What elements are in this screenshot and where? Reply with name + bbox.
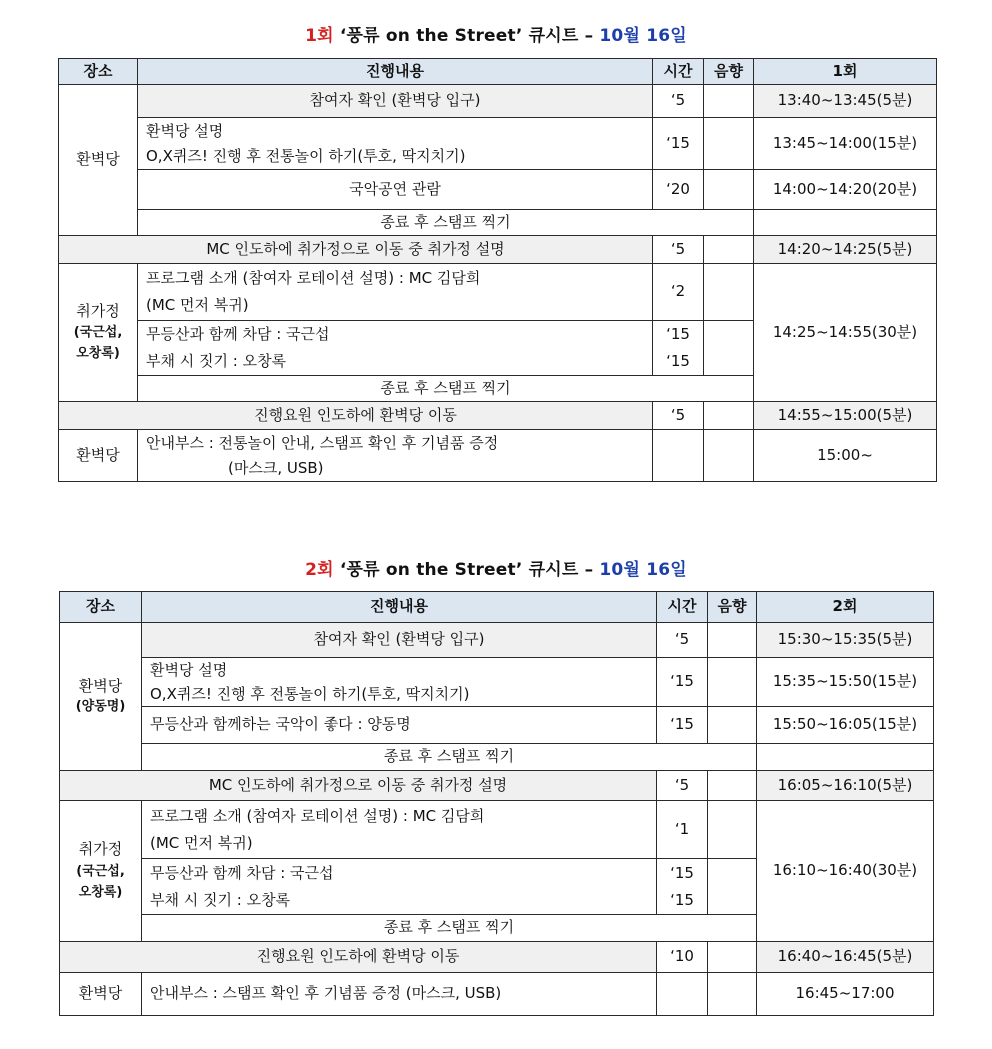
audio-cell — [708, 771, 757, 801]
time-cell — [653, 321, 704, 376]
content-cell: 안내부스 : 스탬프 확인 후 기념품 증정 (마스크, USB) — [142, 973, 657, 1016]
audio-cell — [708, 707, 757, 744]
slot-cell: 14:00~14:20(20분) — [754, 170, 937, 210]
audio-cell — [708, 623, 757, 658]
content-line: 부채 시 짓기 : 오창록 — [150, 890, 291, 909]
slot-cell — [754, 210, 937, 236]
cue-sheet-table — [59, 591, 934, 1016]
place-name: 취가정 — [78, 840, 123, 859]
content-cell: 무등산과 함께하는 국악이 좋다 : 양동명 — [142, 707, 657, 744]
move-row: MC 인도하에 취가정으로 이동 중 취가정 설명 — [60, 771, 657, 801]
time-cell — [657, 859, 708, 915]
content-line: 프로그램 소개 (참여자 로테이션 설명) : MC 김담희 — [150, 806, 485, 825]
audio-cell — [704, 321, 754, 376]
content-line: 무등산과 함께 차담 : 국근섭 — [150, 863, 334, 882]
slot-cell: 14:55~15:00(5분) — [754, 402, 937, 430]
title-date: 10월 16일 — [599, 560, 687, 580]
content-line: O,X퀴즈! 진행 후 전통놀이 하기(투호, 딱지치기) — [150, 685, 470, 703]
stamp-row: 종료 후 스탬프 찍기 — [142, 744, 757, 771]
slot-cell: 16:05~16:10(5분) — [757, 771, 934, 801]
time-cell: ‘5 — [653, 402, 704, 430]
header-round: 1회 — [754, 59, 937, 85]
header-content: 진행내용 — [142, 592, 657, 623]
content-line: 환벽당 설명 — [146, 121, 224, 140]
place-name: 환벽당 — [76, 150, 120, 169]
slot-cell: 15:00~ — [754, 430, 937, 482]
content-line: 프로그램 소개 (참여자 로테이션 설명) : MC 김담희 — [146, 269, 481, 287]
header-round: 2회 — [757, 592, 934, 623]
move-row: MC 인도하에 취가정으로 이동 중 취가정 설명 — [59, 236, 653, 264]
time-cell: ‘1 — [657, 801, 708, 859]
slot-cell: 16:10~16:40(30분) — [757, 801, 934, 942]
audio-cell — [704, 85, 754, 118]
content-cell: 참여자 확인 (환벽당 입구) — [138, 85, 653, 118]
place-cell — [60, 801, 142, 942]
time-line: ‘15 — [666, 352, 690, 370]
slot-cell: 16:40~16:45(5분) — [757, 942, 934, 973]
content-line: O,X퀴즈! 진행 후 전통놀이 하기(투호, 딱지치기) — [146, 146, 466, 165]
title-date: 10월 16일 — [599, 26, 687, 46]
content-cell — [138, 264, 653, 321]
place-cell — [60, 623, 142, 771]
audio-cell — [704, 170, 754, 210]
cue-sheet-table — [58, 58, 937, 482]
audio-cell — [704, 236, 754, 264]
time-cell — [657, 973, 708, 1016]
content-cell — [142, 658, 657, 707]
audio-cell — [704, 118, 754, 170]
header-time: 시간 — [653, 59, 704, 85]
slot-cell: 15:35~15:50(15분) — [757, 658, 934, 707]
content-cell: 참여자 확인 (환벽당 입구) — [142, 623, 657, 658]
time-cell: ‘20 — [653, 170, 704, 210]
slot-cell — [757, 744, 934, 771]
header-audio: 음향 — [704, 59, 754, 85]
place-cell: 환벽당 — [60, 973, 142, 1016]
place-staff: 오창록) — [78, 884, 123, 900]
slot-cell: 15:30~15:35(5분) — [757, 623, 934, 658]
audio-cell — [708, 658, 757, 707]
place-name: 취가정 — [76, 301, 120, 320]
audio-cell — [704, 402, 754, 430]
time-cell: ‘5 — [657, 623, 708, 658]
place-cell — [59, 85, 138, 236]
time-cell: ‘5 — [653, 236, 704, 264]
content-line: 부채 시 짓기 : 오창록 — [146, 352, 287, 370]
audio-cell — [708, 801, 757, 859]
content-line: (MC 먼저 복귀) — [150, 833, 253, 852]
stamp-row: 종료 후 스탬프 찍기 — [138, 376, 754, 402]
time-cell: ‘15 — [657, 658, 708, 707]
header-place: 장소 — [59, 59, 138, 85]
slot-cell: 16:45~17:00 — [757, 973, 934, 1016]
audio-cell — [708, 859, 757, 915]
time-line: ‘15 — [666, 325, 690, 343]
content-cell — [138, 118, 653, 170]
content-cell — [142, 801, 657, 859]
header-time: 시간 — [657, 592, 708, 623]
content-line: (MC 먼저 복귀) — [146, 296, 249, 314]
stamp-row: 종료 후 스탬프 찍기 — [142, 915, 757, 942]
content-cell — [138, 321, 653, 376]
place-staff: (국근섭, — [76, 863, 125, 879]
place-staff: 오창록) — [76, 346, 120, 362]
content-line: 환벽당 설명 — [150, 661, 228, 679]
header-audio: 음향 — [708, 592, 757, 623]
slot-cell: 14:25~14:55(30분) — [754, 264, 937, 402]
content-line: (마스크, USB) — [228, 458, 324, 477]
content-cell — [138, 430, 653, 482]
title-event: ‘풍류 on the Street’ 큐시트 – — [339, 560, 594, 580]
title-round: 2회 — [305, 560, 334, 580]
content-cell — [142, 859, 657, 915]
title-round: 1회 — [305, 26, 334, 46]
cue-sheet-title — [0, 555, 992, 580]
time-cell: ‘10 — [657, 942, 708, 973]
place-staff: (양동명) — [75, 699, 126, 715]
audio-cell — [704, 264, 754, 321]
place-staff: (국근섭, — [73, 325, 123, 341]
time-cell — [653, 430, 704, 482]
content-line: 무등산과 함께 차담 : 국근섭 — [146, 325, 330, 343]
content-line: 안내부스 : 전통놀이 안내, 스탬프 확인 후 기념품 증정 — [146, 433, 499, 452]
time-cell: ‘2 — [653, 264, 704, 321]
place-cell: 환벽당 — [59, 430, 138, 482]
time-cell: ‘5 — [653, 85, 704, 118]
time-cell: ‘15 — [653, 118, 704, 170]
time-cell: ‘5 — [657, 771, 708, 801]
time-line: ‘15 — [670, 890, 694, 909]
audio-cell — [704, 430, 754, 482]
place-cell — [59, 264, 138, 402]
time-line: ‘15 — [670, 863, 694, 882]
move-row: 진행요원 인도하에 환벽당 이동 — [60, 942, 657, 973]
slot-cell: 14:20~14:25(5분) — [754, 236, 937, 264]
slot-cell: 13:40~13:45(5분) — [754, 85, 937, 118]
stamp-row: 종료 후 스탬프 찍기 — [138, 210, 754, 236]
header-content: 진행내용 — [138, 59, 653, 85]
audio-cell — [708, 973, 757, 1016]
cue-sheet-title — [0, 21, 992, 46]
audio-cell — [708, 942, 757, 973]
slot-cell: 15:50~16:05(15분) — [757, 707, 934, 744]
slot-cell: 13:45~14:00(15분) — [754, 118, 937, 170]
header-place: 장소 — [60, 592, 142, 623]
time-cell: ‘15 — [657, 707, 708, 744]
title-event: ‘풍류 on the Street’ 큐시트 – — [339, 26, 594, 46]
content-cell: 국악공연 관람 — [138, 170, 653, 210]
move-row: 진행요원 인도하에 환벽당 이동 — [59, 402, 653, 430]
place-name: 환벽당 — [78, 676, 123, 695]
